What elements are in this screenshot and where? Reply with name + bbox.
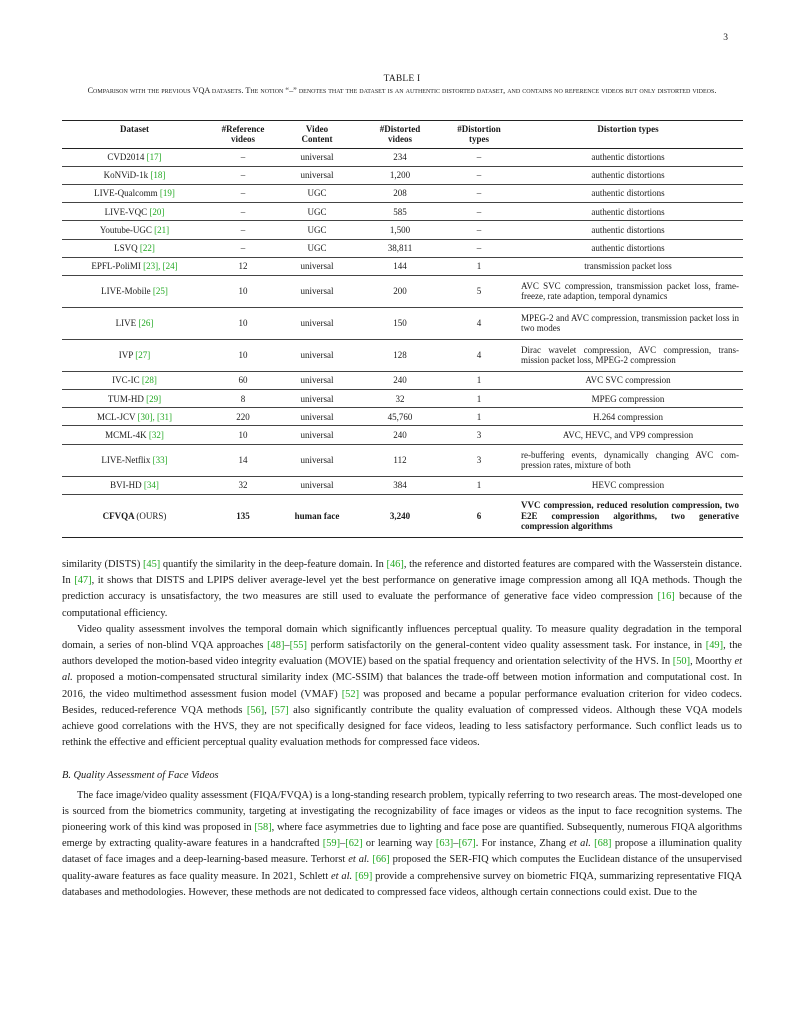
citation-link[interactable]: [29] xyxy=(146,393,162,404)
dataset-cell xyxy=(62,390,207,408)
italic-text: et al. xyxy=(62,656,742,684)
dataset-name: KoNViD-1k xyxy=(103,170,149,181)
citation-link[interactable]: [19] xyxy=(159,188,175,199)
citation-link[interactable]: [59] xyxy=(322,838,341,850)
citation-link[interactable]: [50] xyxy=(672,656,691,668)
citation-link[interactable]: [49] xyxy=(705,640,724,652)
text-run: – xyxy=(340,838,346,850)
dataset-name: LIVE xyxy=(115,318,137,329)
reference-videos: – xyxy=(240,170,246,181)
distortion-types: HEVC compression xyxy=(591,480,665,491)
table-row xyxy=(62,148,743,166)
table-row xyxy=(62,239,743,257)
citation-link[interactable]: [16] xyxy=(657,591,675,603)
video-content: UGC xyxy=(307,188,327,199)
ours-distorted-videos: 3,240 xyxy=(389,510,411,521)
reference-videos: 12 xyxy=(238,261,248,272)
citation-link[interactable]: [22] xyxy=(139,242,155,253)
dataset-cell xyxy=(62,275,207,307)
text-run: proposed the SER-FIQ which computes the Euclidean distance of the unsupervised quality-aware features as face quality measure. In 2021, Schlett xyxy=(62,854,742,882)
header-distorted-videos: #Distorted videos xyxy=(379,124,421,145)
distortion-types: AVC, HEVC, and VP9 compression xyxy=(562,429,694,440)
distorted-videos: 240 xyxy=(393,375,407,386)
reference-videos: – xyxy=(240,152,246,163)
video-content: UGC xyxy=(307,224,327,235)
dataset-cell xyxy=(62,426,207,444)
citation-link[interactable]: [66] xyxy=(372,854,390,866)
video-content: universal xyxy=(300,170,334,181)
text-run: , Moorthy xyxy=(690,656,735,668)
distortion-types: re-buffering events, dynamically changing AVC com-pression rates, mixture of both xyxy=(521,449,739,471)
video-content: universal xyxy=(300,152,334,163)
reference-videos: 8 xyxy=(240,393,246,404)
dataset-name: EPFL-PoliMI xyxy=(91,261,141,272)
video-content: universal xyxy=(300,411,334,422)
citation-link[interactable]: [27] xyxy=(135,350,151,361)
text-run: perform satisfactorily on the general-content video quality assessment task. For instance, in xyxy=(306,640,706,652)
table-row xyxy=(62,339,743,371)
reference-videos: – xyxy=(240,242,246,253)
citation-link[interactable]: [30], [31] xyxy=(137,411,173,422)
ours-distortion-types: VVC compression, reduced resolution compression, two E2E compression algorithms, two generative compression algorithms xyxy=(521,500,739,531)
distorted-videos: 38,811 xyxy=(387,242,413,253)
citation-link[interactable]: [46] xyxy=(386,559,404,570)
citation-link[interactable]: [23], [24] xyxy=(143,261,178,272)
body-text xyxy=(62,557,742,901)
citation-link[interactable]: [67] xyxy=(458,838,476,850)
text-run: also significantly contribute the quality evaluation of compressed videos. Although these VQA models achieve good correlations with the HVS, they are not specifically designed for face videos, leading to less satisfactory performance. Such conflict leads us to rethink the effective and efficient perceptual quality evaluation methods for compressed face videos. xyxy=(62,704,743,749)
text-run: – xyxy=(453,838,459,850)
table-body xyxy=(62,148,743,537)
dataset-name: IVC-IC xyxy=(112,375,140,386)
header-reference-videos: #Reference videos xyxy=(221,124,265,145)
video-content: universal xyxy=(300,375,334,386)
dataset-cell xyxy=(62,166,207,184)
distorted-videos: 1,200 xyxy=(389,170,411,181)
distortion-types: MPEG-2 and AVC compression, transmission packet loss in two modes xyxy=(521,313,739,334)
citation-link[interactable]: [20] xyxy=(149,206,165,217)
video-content: universal xyxy=(300,286,334,297)
distortion-types: authentic distortions xyxy=(591,224,665,235)
ours-video-content: human face xyxy=(294,510,340,521)
comparison-table xyxy=(62,120,743,538)
dataset-cell xyxy=(62,148,207,166)
table-row xyxy=(62,408,743,426)
paragraph-face-quality xyxy=(62,788,742,901)
dataset-name: TUM-HD xyxy=(107,393,144,404)
ours-reference-videos: 135 xyxy=(236,510,250,521)
citation-link[interactable]: [58] xyxy=(254,822,272,834)
citation-link[interactable]: [18] xyxy=(150,170,166,181)
citation-link[interactable]: [62] xyxy=(345,838,363,850)
reference-videos: 10 xyxy=(238,350,248,361)
distortion-type-count: 4 xyxy=(476,350,482,361)
page-number: 3 xyxy=(723,33,728,43)
video-content: universal xyxy=(300,455,334,465)
italic-text: et al. xyxy=(569,838,591,850)
section-heading: B. Quality Assessment of Face Videos xyxy=(62,770,219,782)
citation-link[interactable]: [25] xyxy=(152,286,168,297)
video-content: universal xyxy=(300,350,334,361)
distortion-types: authentic distortions xyxy=(591,188,665,199)
dataset-cell xyxy=(62,184,207,202)
text-run: , where face asymmetries due to lighting and face pose are quantified. Subsequently, numerous FIQA algorithms emerge by extracting quality-aware features in a handcrafted xyxy=(62,822,743,850)
distortion-types: authentic distortions xyxy=(591,152,665,163)
citation-link[interactable]: [28] xyxy=(141,375,157,386)
reference-videos: 220 xyxy=(236,411,250,422)
text-run: . For instance, Zhang xyxy=(475,838,570,850)
distortion-types: authentic distortions xyxy=(591,206,665,217)
distortion-types: transmission packet loss xyxy=(584,261,672,272)
table-caption xyxy=(62,74,742,97)
dataset-cell xyxy=(62,239,207,257)
text-run: was proposed and became a popular performance evaluation criterion for video codecs. Besides, reduced-reference VQA methods xyxy=(62,688,742,716)
reference-videos: – xyxy=(240,224,246,235)
citation-link[interactable]: [47] xyxy=(74,575,92,587)
reference-videos: 10 xyxy=(238,429,248,440)
ours-dataset-name: CFVQA xyxy=(102,510,135,521)
video-content: UGC xyxy=(307,206,327,217)
reference-videos: 32 xyxy=(238,480,248,491)
text-run: The face image/video quality assessment (FIQA/FVQA) is a long-standing research problem, typically referring to two research areas. The most-developed one is sourced from the biometrics community, targeting at investigating the recognizability of face images or videos as the input to face recognition systems. The pioneering work of this kind was proposed in xyxy=(62,789,742,834)
citation-link[interactable]: [34] xyxy=(143,480,159,491)
reference-videos: 14 xyxy=(238,455,248,465)
distortion-types: authentic distortions xyxy=(591,170,665,181)
header-distortion-types: Distortion types xyxy=(597,124,659,134)
video-content: universal xyxy=(300,318,334,329)
table-row-ours xyxy=(62,494,743,537)
reference-videos: 60 xyxy=(238,375,248,386)
citation-link[interactable]: [33] xyxy=(152,455,168,465)
text-run: , the authors developed the motion-based video integrity evaluation (MOVIE) based on the spatial frequency and orientation selectivity of the HVS. In xyxy=(62,640,742,668)
distorted-videos: 45,760 xyxy=(387,411,413,422)
distortion-type-count: 1 xyxy=(476,375,482,386)
text-run: proposed a motion-compensated structural similarity index (MC-SSIM) that balances the trade-off between motion information and computational cost. In 2016, the video multimethod assessment fusion model (VMAF) xyxy=(62,672,742,700)
text-run: , the reference and distorted features are compared with the Wasserstein distance. In xyxy=(62,559,742,587)
table-row xyxy=(62,221,743,239)
table-header-row xyxy=(62,121,743,149)
dataset-cell xyxy=(62,257,207,275)
distortion-type-count: 1 xyxy=(476,480,482,491)
text-run: , it shows that DISTS and LPIPS deliver average-level yet the best performance on generative image compression among all IQA methods. Though the prediction accuracy is unsatisfactory, the two measures are still used to evaluate the performance of generative face video compression xyxy=(62,575,742,603)
dataset-name: LIVE-VQC xyxy=(104,206,148,217)
reference-videos: – xyxy=(240,188,246,199)
table-row xyxy=(62,390,743,408)
dataset-cell xyxy=(62,371,207,389)
citation-link[interactable]: [63] xyxy=(435,838,454,850)
text-run: provide a comprehensive survey on biometric FIQA, summarizing representative FIQA databases and methodologies. However, these methods are not dedicated to compressed face videos, although certain connections could exist. Due to the xyxy=(62,870,743,898)
distortion-type-count: 5 xyxy=(476,286,482,297)
reference-videos: – xyxy=(240,206,246,217)
video-content: UGC xyxy=(307,242,327,253)
distortion-type-count: 1 xyxy=(476,411,482,422)
distorted-videos: 585 xyxy=(393,206,407,217)
citation-link[interactable]: [48] xyxy=(267,640,285,652)
distortion-type-count: 3 xyxy=(476,455,482,465)
paragraph-dists xyxy=(62,557,742,622)
distorted-videos: 150 xyxy=(393,318,407,329)
header-distortion-types-count: #Distortion types xyxy=(457,124,501,145)
table-row xyxy=(62,275,743,307)
distorted-videos: 32 xyxy=(395,393,405,404)
table-row xyxy=(62,371,743,389)
citation-link[interactable]: [57] xyxy=(271,704,289,716)
ours-dataset-cell xyxy=(62,494,207,537)
text-run: propose a illumination quality dataset of face images and a deep-learning-based measure. Terhorst xyxy=(62,838,742,866)
distortion-type-count: 1 xyxy=(476,393,482,404)
distorted-videos: 200 xyxy=(393,286,407,297)
table-row xyxy=(62,444,743,476)
distortion-types: AVC SVC compression, transmission packet loss, frame-freeze, rate adaption, temporal dynamics xyxy=(521,281,739,302)
distorted-videos: 384 xyxy=(393,480,407,491)
dataset-cell xyxy=(62,339,207,371)
distortion-type-count: – xyxy=(476,206,482,217)
video-content: universal xyxy=(300,480,334,491)
dataset-cell xyxy=(62,444,207,476)
table-row xyxy=(62,203,743,221)
video-content: universal xyxy=(300,429,334,440)
dataset-cell xyxy=(62,221,207,239)
dataset-name: CVD2014 xyxy=(107,152,145,163)
text-run: because of the computational efficiency. xyxy=(62,591,742,619)
text-run: – xyxy=(284,640,290,652)
table-row xyxy=(62,166,743,184)
header-video-content: Video Content xyxy=(301,124,333,145)
citation-link[interactable]: [21] xyxy=(154,224,170,235)
distortion-type-count: 3 xyxy=(476,429,482,440)
header-dataset: Dataset xyxy=(120,124,149,134)
distortion-types: Dirac wavelet compression, AVC compression, trans-mission packet loss, MPEG-2 compression xyxy=(521,345,739,366)
text-run: or learning way xyxy=(362,838,436,850)
distortion-type-count: 1 xyxy=(476,261,482,272)
dataset-name: IVP xyxy=(118,350,133,361)
distortion-types: AVC SVC compression xyxy=(585,375,671,386)
dataset-cell xyxy=(62,476,207,494)
text-run: , xyxy=(264,704,272,716)
distorted-videos: 240 xyxy=(393,429,407,440)
citation-link[interactable]: [69] xyxy=(354,870,373,882)
text-run: Video quality assessment involves the temporal domain which significantly influences perceptual quality. To measure quality degradation in the temporal domain, a series of non-blind VQA approaches xyxy=(62,623,742,652)
video-content: universal xyxy=(300,393,334,404)
distortion-type-count: – xyxy=(476,242,482,253)
citation-link[interactable]: [45] xyxy=(142,559,161,570)
table-row xyxy=(62,184,743,202)
ours-distortion-type-count: 6 xyxy=(476,510,482,521)
dataset-name: LSVQ xyxy=(114,242,138,253)
distortion-types: H.264 compression xyxy=(593,411,663,422)
distortion-type-count: – xyxy=(476,170,482,181)
distorted-videos: 234 xyxy=(393,152,407,163)
dataset-name: Youtube-UGC xyxy=(99,224,152,235)
distorted-videos: 208 xyxy=(393,188,407,199)
distortion-types: authentic distortions xyxy=(591,242,665,253)
table-label: TABLE I xyxy=(383,74,421,84)
table-row xyxy=(62,307,743,339)
table-row xyxy=(62,476,743,494)
dataset-name: MCL-JCV xyxy=(96,411,136,422)
paragraph-vqa xyxy=(62,622,742,752)
distortion-type-count: – xyxy=(476,224,482,235)
dataset-name: BVI-HD xyxy=(110,480,142,491)
dataset-name: LIVE-Qualcomm xyxy=(94,188,158,199)
distortion-type-count: 4 xyxy=(476,318,482,329)
text-run: similarity (DISTS) xyxy=(62,559,143,570)
distorted-videos: 1,500 xyxy=(389,224,411,235)
dataset-name: MCML-4K xyxy=(105,429,147,440)
ours-dataset-suffix: (OURS) xyxy=(136,510,167,521)
video-content: universal xyxy=(300,261,334,272)
text-run: quantify the similarity in the deep-feature domain. In xyxy=(160,559,387,570)
citation-link[interactable]: [26] xyxy=(138,318,154,329)
dataset-cell xyxy=(62,408,207,426)
table-row xyxy=(62,257,743,275)
reference-videos: 10 xyxy=(238,286,248,297)
distorted-videos: 112 xyxy=(393,455,407,465)
italic-text: et al. xyxy=(348,854,370,866)
distortion-type-count: – xyxy=(476,188,482,199)
italic-text: et al. xyxy=(330,870,353,882)
citation-link[interactable]: [68] xyxy=(594,838,612,850)
citation-link[interactable]: [17] xyxy=(146,152,162,163)
citation-link[interactable]: [52] xyxy=(341,688,360,700)
citation-link[interactable]: [32] xyxy=(148,429,164,440)
table-description: Comparison with the previous VQA datasets. The notion “–” denotes that the dataset is an authentic distorted dataset, and contains no reference videos but only distorted videos. xyxy=(87,86,717,95)
distorted-videos: 144 xyxy=(393,261,407,272)
dataset-cell xyxy=(62,203,207,221)
table-row xyxy=(62,426,743,444)
reference-videos: 10 xyxy=(238,318,248,329)
distortion-type-count: – xyxy=(476,152,482,163)
dataset-cell xyxy=(62,307,207,339)
dataset-name: LIVE-Mobile xyxy=(101,286,151,297)
dataset-name: LIVE-Netflix xyxy=(101,455,151,465)
distorted-videos: 128 xyxy=(393,350,407,361)
citation-link[interactable]: [56] xyxy=(246,704,265,716)
citation-link[interactable]: [55] xyxy=(289,640,307,652)
distortion-types: MPEG compression xyxy=(591,393,665,404)
